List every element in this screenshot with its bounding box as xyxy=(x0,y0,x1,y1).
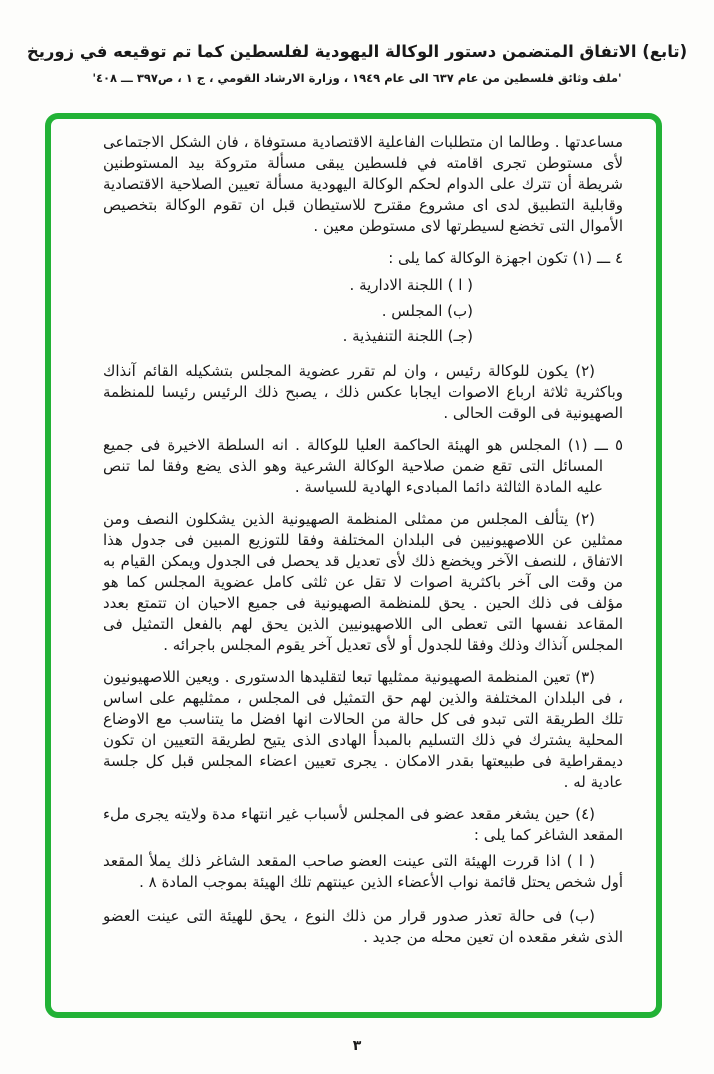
article4-organs-list xyxy=(103,273,473,350)
green-frame xyxy=(45,113,662,1018)
document-source-citation: 'ملف وثائق فلسطين من عام ٦٣٧ الى عام ١٩٤٩ ، وزارة الارشاد القومي ، ج ١ ، ص٣٩٧ ـــ ٤٠٨' xyxy=(92,71,622,85)
article4-clause2: (٢) يكون للوكالة رئيس ، وان لم تقرر عضوية المجلس بتشكيله القائم آنذاك وباكثرية ثلاثة ارباع الاصوات ايجابا عكس ذلك ، يصبح ذلك الرئيس رئيسا للمنظمة الصهيونية فى الوقت الحالى . xyxy=(103,361,623,422)
article5-clause3: (٣) تعين المنظمة الصهيونية ممثليها تبعا لتقليدها الدستورى . ويعين اللاصهيونيون ، فى البلدان المختلفة والذين لهم حق التمثيل فى المجلس ، ممثليهم على اساس تلك الطريقة التى تبدو فى كل حالة من الحالات انها افضل ما يتناسب مع الاوضاع المحلية يشترك في ذلك التسليم بالمبدأ الهادى الذى يتيح لطريقة التعيين ان تكون ديمقراطية فى طبيعتها بقدر الامكان . يجرى تعيين اعضاء المجلس قبل كل جلسة عادية له . xyxy=(103,667,623,791)
page-number: ٣ xyxy=(352,1038,362,1054)
organ-item-council: (ب) المجلس . xyxy=(381,301,473,320)
article4-heading: ٤ ـــ (١) تكون اجهزة الوكالة كما يلى : xyxy=(388,249,623,267)
opening-paragraph: مساعدتها . وطالما ان متطلبات الفاعلية الاقتصادية مستوفاة ، فان الشكل الاجتماعى لأى مستوطن تجرى اقامته في فلسطين يبقى مسألة متروكة بيد المستوطنين شريطة أن تترك على الدوام لحكم الوكالة اليهودية مسألة تعيين الصلاحية الاقتصادية وقابلية التطبيق لدى اى مشروع مقترح للاستيطان قبل ان تقوم الوكالة بتخصيص الأموال التى تخضع لسيطرتها لاى مستوطن معين . xyxy=(103,133,623,235)
organ-item-executive-committee: (جـ) اللجنة التنفيذية . xyxy=(342,327,473,345)
organ-item-administrative-committee: ( ا ) اللجنة الادارية . xyxy=(349,276,473,294)
document-title: (تابع) الاتفاق المتضمن دستور الوكالة اليهودية لفلسطين كما تم توقيعه في زوريخ xyxy=(26,42,688,61)
article5-clause4-item-b: (ب) فى حالة تعذر صدور قرار من ذلك النوع ، يحق للهيئة التى عينت العضو الذى شغر مقعده ان تعين محله من جديد . xyxy=(103,906,623,946)
document-header xyxy=(0,42,714,85)
article5-clause4-intro: (٤) حين يشغر مقعد عضو فى المجلس لأسباب غير انتهاء مدة ولايته يجرى ملء المقعد الشاغر كما يلى : xyxy=(103,804,623,844)
article5-clause4-item-a: ( ا ) اذا قررت الهيئة التى عينت العضو صاحب المقعد الشاغر ذلك يملأ المقعد أول شخص يحتل قائمة نواب الأعضاء الذين عينتهم تلك الهيئة بموجب المادة ٨ . xyxy=(103,851,623,891)
article5-clause1: ٥ ـــ (١) المجلس هو الهيئة الحاكمة العليا للوكالة . انه السلطة الاخيرة فى جميع المسائل التى تقع ضمن صلاحية الوكالة الشرعية وهو الذى يضع وفقا لما تنص عليه المادة الثالثة دائما المبادىء الهادية للسياسة . xyxy=(103,435,624,496)
article5-clause2: (٢) يتألف المجلس من ممثلى المنظمة الصهيونية الذين يشكلون النصف ومن ممثلين عن اللاصهيونيين فى البلدان المختلفة وفقا للتوزيع المبين فى جدول هذا الاتفاق ، للنصف الآخر ويخضع ذلك لأى تعديل قد يحصل فى الجدول ويمكن القيام به من وقت الى آخر باكثرية اصوات لا تقل عن ثلثى كامل عضوية المجلس كما هو مؤلف فى ذلك الحين . يحق للمنظمة الصهيونية فى جميع الاحيان ان تتمتع بعدد المقاعد نفسها التى تعطى الى اللاصهيونيين الذين يحق لهم بالفعل التمثيل فى المجلس آنذاك وذلك وفقا للجدول أو لأى تعديل آخر يقوم المجلس باجرائه . xyxy=(103,509,623,654)
